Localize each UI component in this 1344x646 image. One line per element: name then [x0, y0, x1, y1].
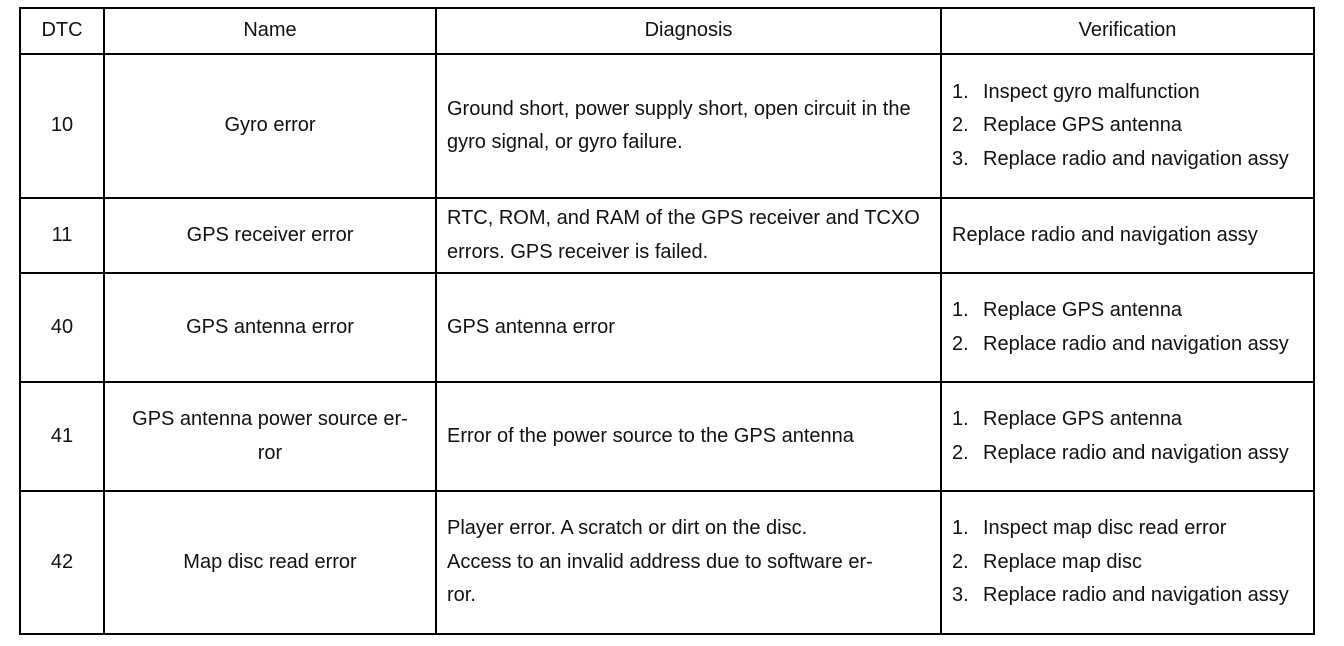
dtc-code: 11 — [20, 198, 104, 273]
step-text: Replace radio and navigation assy — [983, 584, 1289, 607]
dtc-verification: Replace radio and navigation assy — [941, 198, 1314, 273]
dtc-name-line: ror — [257, 441, 283, 464]
dtc-diagnosis: GPS antenna error — [436, 273, 941, 382]
step-number: 2. — [952, 114, 969, 137]
verification-list — [952, 512, 1303, 613]
step-number: 3. — [952, 147, 969, 170]
step-number: 2. — [952, 441, 969, 464]
dtc-verification — [941, 382, 1314, 491]
step-text: Replace radio and navigation assy — [983, 332, 1289, 355]
dtc-name: GPS receiver error — [104, 198, 436, 273]
step-number: 1. — [952, 80, 969, 103]
header-row — [20, 8, 1314, 54]
table-row — [20, 198, 1314, 273]
verification-step — [952, 512, 1303, 546]
table-row — [20, 54, 1314, 198]
verification-list — [952, 294, 1303, 361]
table-row — [20, 491, 1314, 634]
header-dtc: DTC — [20, 8, 104, 54]
verification-step — [952, 403, 1303, 437]
dtc-code: 10 — [20, 54, 104, 198]
verification-step — [952, 109, 1303, 143]
dtc-code: 42 — [20, 491, 104, 634]
header-diagnosis: Diagnosis — [436, 8, 941, 54]
step-text: Replace GPS antenna — [983, 408, 1183, 430]
dtc-name — [104, 382, 436, 491]
table-row — [20, 273, 1314, 382]
verification-step — [952, 546, 1303, 580]
step-text: Replace GPS antenna — [983, 114, 1183, 137]
dtc-diagnosis: Error of the power source to the GPS antenna — [436, 382, 941, 491]
step-number: 2. — [952, 332, 969, 355]
step-number: 1. — [952, 517, 969, 540]
verification-step — [952, 294, 1303, 328]
step-number: 1. — [952, 299, 969, 321]
verification-step — [952, 143, 1303, 177]
header-verification: Verification — [941, 8, 1314, 54]
step-number: 1. — [952, 408, 969, 430]
dtc-name-line: GPS antenna power source er- — [132, 408, 408, 430]
step-text: Replace radio and navigation assy — [983, 441, 1289, 464]
step-text: Replace map disc — [983, 550, 1142, 573]
step-number: 3. — [952, 584, 969, 607]
dtc-table — [19, 7, 1315, 635]
verification-step — [952, 328, 1303, 362]
verification-step — [952, 579, 1303, 613]
step-text: Replace GPS antenna — [983, 299, 1183, 321]
dtc-verification — [941, 273, 1314, 382]
dtc-verification — [941, 491, 1314, 634]
dtc-diagnosis: RTC, ROM, and RAM of the GPS receiver and TCXO errors. GPS receiver is failed. — [436, 198, 941, 273]
diagnosis-line: Access to an invalid address due to software er- — [447, 550, 873, 573]
table-row — [20, 382, 1314, 491]
dtc-verification — [941, 54, 1314, 198]
dtc-diagnosis: Ground short, power supply short, open circuit in the gyro signal, or gyro failure. — [436, 54, 941, 198]
step-text: Replace radio and navigation assy — [983, 147, 1289, 170]
verification-list — [952, 76, 1303, 177]
dtc-name: Map disc read error — [104, 491, 436, 634]
step-number: 2. — [952, 550, 969, 573]
dtc-name: Gyro error — [104, 54, 436, 198]
diagnosis-line: ror. — [447, 584, 476, 607]
step-text: Inspect gyro malfunction — [983, 80, 1200, 103]
verification-step — [952, 76, 1303, 110]
dtc-diagnosis — [436, 491, 941, 634]
step-text: Inspect map disc read error — [983, 517, 1227, 540]
dtc-code: 41 — [20, 382, 104, 491]
dtc-name: GPS antenna error — [104, 273, 436, 382]
verification-step — [952, 437, 1303, 471]
diagnosis-line: Player error. A scratch or dirt on the disc. — [447, 517, 808, 540]
verification-list — [952, 403, 1303, 470]
header-name: Name — [104, 8, 436, 54]
dtc-code: 40 — [20, 273, 104, 382]
